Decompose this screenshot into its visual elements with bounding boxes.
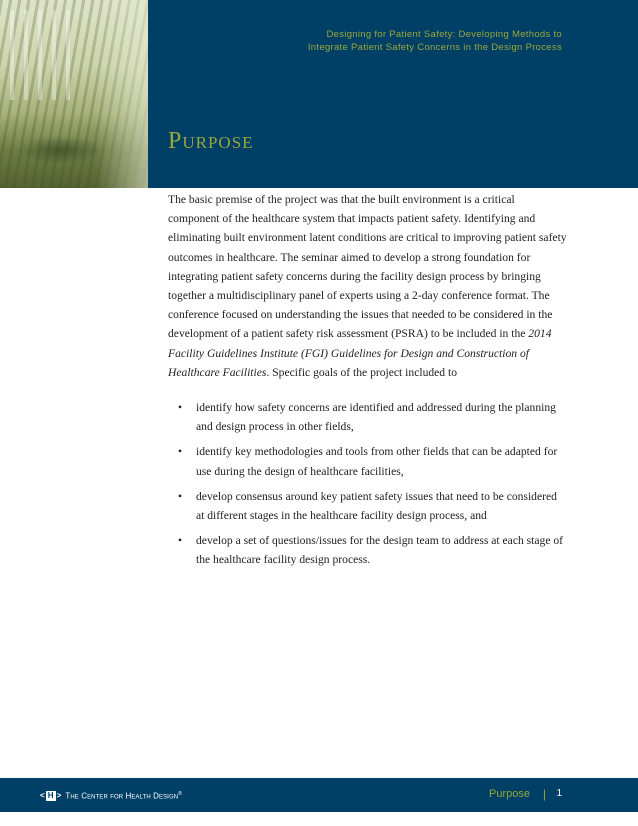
running-header-line-2: Integrate Patient Safety Concerns in the Design Process — [307, 42, 562, 53]
list-item — [168, 442, 568, 480]
bullet-icon: • — [178, 401, 183, 415]
logo-bracket-left: < — [40, 791, 45, 800]
list-item-text: develop consensus around key patient safety issues that need to be considered at different stages in the healthcare facility design process, and — [196, 489, 557, 523]
header-photo — [0, 0, 148, 188]
running-header — [162, 28, 562, 54]
logo-name: The Center for Health Design — [65, 791, 179, 801]
list-item-text: identify how safety concerns are identified and addressed during the planning and design process in other fields, — [196, 401, 556, 434]
logo-text — [65, 791, 182, 801]
header-band — [0, 0, 638, 188]
footer-separator: | — [542, 787, 546, 801]
paragraph-italic-title: 2014 Facility Guidelines Institute (FGI) Guidelines for Design and Construction of Healthcare Facilities — [168, 327, 552, 379]
list-item — [168, 398, 568, 436]
paragraph-text-before: The basic premise of the project was that the built environment is a critical component of the healthcare system that impacts patient safety. Identifying and eliminating built environment latent conditions are critical to improving patient safety outcomes in healthcare. The seminar aimed to develop a strong foundation for integrating patient safety concerns during the facility design process by bringing together a multidisciplinary panel of experts using a 2-day conference format. The conference focused on understanding the issues that needed to be considered in the development of a patient safety risk assessment (PSRA) to be included in the — [168, 193, 567, 341]
list-item-text: develop a set of questions/issues for the design team to address at each stage of the healthcare facility design process. — [196, 534, 564, 567]
list-item — [168, 487, 568, 525]
page-title: Purpose — [168, 128, 254, 154]
logo-trademark: ® — [178, 791, 182, 798]
logo-mark-icon — [40, 791, 61, 801]
bullet-icon: • — [178, 489, 183, 503]
goals-list — [168, 398, 568, 570]
list-item-text: identify key methodologies and tools from other fields that can be adapted for use during the design of healthcare facilities, — [196, 445, 558, 478]
footer-section-label: Purpose — [489, 788, 530, 800]
running-header-line-1: Designing for Patient Safety: Developing Methods to — [326, 29, 562, 40]
bullet-icon: • — [178, 445, 183, 459]
logo-h-icon: H — [46, 791, 56, 801]
logo-bracket-right: > — [56, 791, 62, 800]
main-content — [168, 190, 568, 576]
page-number: 1 — [556, 788, 562, 799]
purpose-paragraph — [168, 190, 568, 382]
list-item — [168, 531, 568, 569]
bullet-icon: • — [178, 534, 183, 548]
center-for-health-design-logo — [40, 789, 182, 803]
footer-band — [0, 778, 638, 812]
paragraph-text-after: . Specific goals of the project included to — [266, 365, 458, 379]
